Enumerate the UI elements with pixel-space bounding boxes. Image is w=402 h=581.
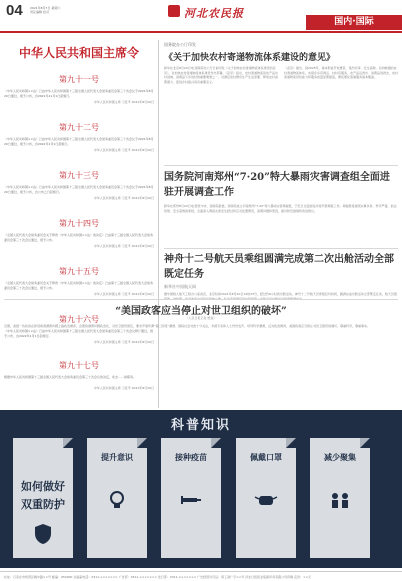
issue-date: 2021年8月7日 星期六 — [30, 6, 61, 10]
logo-mark-icon — [168, 5, 180, 17]
lightbulb-icon — [105, 488, 129, 512]
order-signature: 中华人民共和国主席 习近平 2021年8月20日 — [93, 292, 154, 296]
card-fold — [286, 438, 296, 448]
newspaper-name: 河北农民报 — [184, 7, 244, 20]
order-number: 第九十四号 — [59, 219, 99, 228]
divider — [164, 248, 398, 249]
article4-title: “美国政客应当停止对世卫组织的破坏” — [115, 306, 287, 317]
order-signature: 中华人民共和国主席 习近平 2021年8月20日 — [93, 340, 154, 344]
order-item — [4, 122, 154, 152]
date-line — [30, 6, 70, 14]
divider — [4, 299, 398, 300]
order-item — [4, 74, 154, 104]
editor-line: 责任编辑 校对 — [30, 10, 49, 14]
article1-body-left: 新华社北京8月20日电 国务院办公厅日前印发《关于加快农村寄递物流体系建设的意见》，对加快农村寄递物流体系建设作出部署。《意见》指出，农村寄递物流是农产品出村进城、消费品下乡进村的重要渠道之一，对满足农村群众生产生活需要、释放农村消费潜力、促进乡村振兴具有重要意义。 — [164, 66, 278, 84]
order-body: 《中华人民共和国××法》已由中华人民共和国第十三届全国人民代表大会常务委员会第三十次会议于2021年8月20日通过，现予公布，自2021年11月1日起施行。 — [4, 89, 154, 98]
face-mask-icon — [254, 488, 278, 512]
order-body: 根据中华人民共和国第十三届全国人民代表大会常务委员会第三十次会议的决定，免去……的职务。 — [4, 375, 137, 379]
section-label: 国内·国际 — [306, 15, 402, 30]
order-item — [4, 266, 154, 296]
syringe-icon — [179, 488, 203, 512]
article3-body: 据中国载人航天工程办公室消息，北京时间2021年8月20日14时33分，经过约6小时的出舱活动，神舟十二号航天员乘组密切协同，圆满完成出舱活动全部既定任务，航天员聂 — [164, 292, 397, 296]
article1-title: 《关于加快农村寄递物流体系建设的意见》 — [164, 53, 336, 63]
card-label-top: 接种疫苗 — [175, 453, 207, 462]
order-item — [4, 218, 154, 248]
footer-imprint: 社址：石家庄市桥西区槐中路××号 邮编：050000 总编室电话：0311-××××××× 广告部：0311-××××××× 发行部：0311-××××××× 广告经营许可证：冀工商广字××号 河北日报报业集团印务有限公司印刷 定价：××元 — [0, 571, 402, 581]
banner-card — [13, 438, 73, 558]
banner-card — [161, 438, 221, 558]
order-body: 《全国人民代表大会常务委员会关于修改〈中华人民共和国××法〉的决定》已由第十三届全国人民代表大会常务委员会第三十次会议通过，现予公布。 — [4, 233, 154, 242]
order-number: 第九十一号 — [59, 75, 99, 84]
divider — [164, 165, 398, 166]
mask-and-shield-icon — [31, 522, 55, 546]
card-label-top: 提升意识 — [101, 453, 133, 462]
page-number: 04 — [6, 2, 23, 19]
header-rule — [0, 31, 402, 33]
order-signature: 中华人民共和国主席 习近平 2021年8月20日 — [93, 100, 154, 104]
article3-title: 神舟十二号航天员乘组圆满完成第二次出舱活动全部既定任务 — [164, 254, 394, 280]
article3-byline: 新华社中国航天网 — [164, 284, 196, 289]
article1-body-right: 《意见》提出，到2025年，基本形成开放惠民、集约共享、安全高效、双向畅通的农村寄递物流体系，实现乡乡有网点、村村有服务，农产品运得出、消费品进得去，农村寄递物流供给能力和服务质量显著提高，便民惠民寄递服务基本覆盖。 — [284, 66, 398, 79]
order-body: 《中华人民共和国××法》已由中华人民共和国第十三届全国人民代表大会常务委员会第三十次会议修订通过，现予公布，自2022年1月1日起施行。 — [4, 329, 154, 338]
order-signature: 中华人民共和国主席 习近平 2021年8月20日 — [93, 148, 154, 152]
card-fold — [137, 438, 147, 448]
card-fold — [211, 438, 221, 448]
order-signature: 中华人民共和国主席 习近平 2021年8月20日 — [93, 386, 154, 390]
article2-body: 新华社郑州8月20日电 经党中央、国务院批准，国务院成立河南郑州“7·20”特大暴雨灾害调查组，于近日全面进驻河南开展调查工作。调查组将按照实事求是、科学严谨、依法依规、安全高效的原则，全面深入调查灾害发生经过和应对处置情况，查明问题和原因，提出防范措施和改进建议。 — [164, 204, 397, 213]
orders-title: 中华人民共和国主席令 — [18, 46, 139, 60]
order-body: 《中华人民共和国××法》已由中华人民共和国第十三届全国人民代表大会常务委员会第三十次会议于2021年8月20日通过，现予公布，自公布之日起施行。 — [4, 185, 154, 194]
order-number: 第九十六号 — [59, 315, 99, 324]
order-number: 第九十五号 — [59, 267, 99, 276]
banner-card — [87, 438, 147, 558]
banner-card — [236, 438, 296, 558]
banner-title: 科普知识 — [170, 418, 231, 433]
card-label-top: 如何做好 — [21, 480, 65, 493]
card-label-top: 佩戴口罩 — [250, 453, 282, 462]
article2-title: 国务院河南郑州“7·20”特大暴雨灾害调查组全面进驻开展调查工作 — [164, 172, 390, 198]
banner-card — [310, 438, 370, 558]
article1-kicker: 国务院办公厅印发 — [164, 42, 196, 47]
order-signature: 中华人民共和国主席 习近平 2021年8月20日 — [93, 244, 154, 248]
order-number: 第九十二号 — [59, 123, 99, 132]
article4-byline: （人民日报记者 殷淼） — [185, 316, 217, 320]
order-signature: 中华人民共和国主席 习近平 2021年8月20日 — [93, 196, 154, 200]
order-body: 《全国人民代表大会常务委员会关于修改〈中华人民共和国××法〉的决定》已由第十三届全国人民代表大会常务委员会第三十次会议通过，现予公布。 — [4, 281, 154, 290]
article4-body: 近期，美国一些政客在新冠病毒溯源问题上搞政治操弄，企图将溯源问题政治化，对世卫组织施压，要求开展所谓“第二阶段”溯源。国际社会对此十分关注，多国专家和人士纷纷发声，呼吁科学溯源，反对政治操弄，美国政客应当停止对世卫组织的破坏，尊重科学，尊重事实。 — [4, 324, 371, 328]
order-body: 《中华人民共和国××法》已由中华人民共和国第十三届全国人民代表大会常务委员会第三十次会议于2021年8月20日通过，现予公布，自2022年1月1日起施行。 — [4, 137, 154, 146]
order-number: 第九十七号 — [59, 361, 99, 370]
newspaper-logo — [168, 5, 254, 19]
card-label-bottom: 双重防护 — [21, 498, 65, 511]
order-item — [4, 170, 154, 200]
card-fold — [63, 438, 73, 448]
card-label-top: 减少聚集 — [324, 453, 356, 462]
crowd-icon — [328, 488, 352, 512]
masthead — [0, 0, 402, 34]
card-fold — [360, 438, 370, 448]
order-number: 第九十三号 — [59, 171, 99, 180]
